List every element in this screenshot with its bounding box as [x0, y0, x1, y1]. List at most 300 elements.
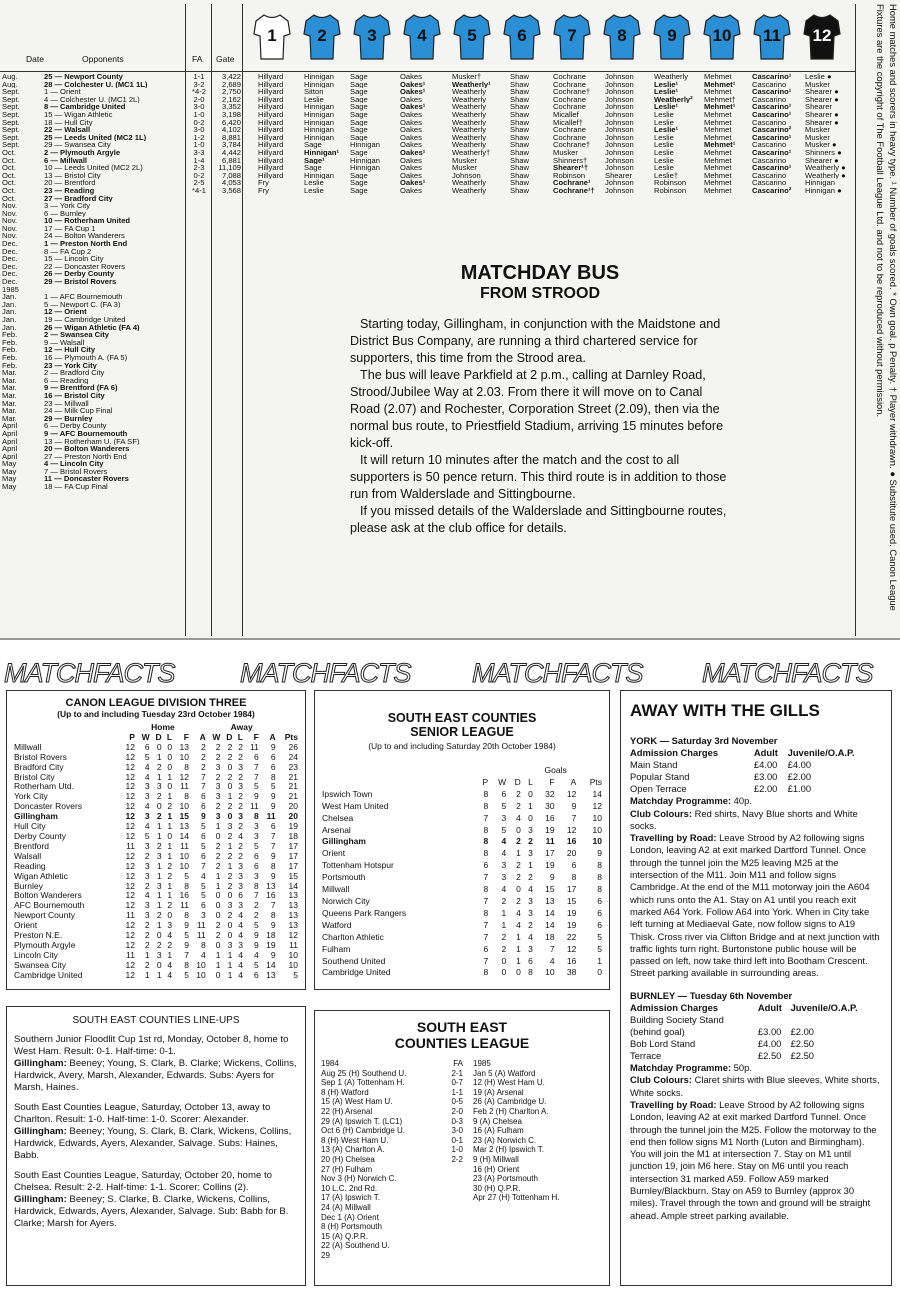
table-cell: 12 [125, 751, 135, 762]
player-name: Weatherly ● [805, 171, 846, 180]
table-cell: 2 [227, 870, 233, 881]
lineup-intro: South East Counties League, Saturday, October 20, home to Chelsea. Result: 2-2. Half-time: 1-1. Scorer: Collins (2). [14, 1170, 272, 1193]
admission-label: Admission Charges [630, 1002, 719, 1014]
table-cell: 4 [238, 959, 243, 970]
table-cell: 3 [238, 761, 243, 772]
table-row [321, 813, 603, 825]
lineups-content [14, 1034, 298, 1230]
fixture-date: Sept. [2, 95, 20, 104]
table-cell: 3 [528, 848, 533, 859]
player-name: Shearer ● [805, 88, 839, 96]
table-row [13, 872, 299, 882]
secl-fixture: 0-7 [451, 1078, 463, 1088]
table-cell: 5 [144, 830, 150, 841]
shirt-number: 3 [367, 26, 377, 45]
player-name: Shaw [510, 141, 529, 149]
player-name: Shearer ● [805, 118, 839, 127]
table-cell: 3 [227, 900, 233, 911]
opponents-column [44, 73, 184, 491]
shirt-number: 7 [567, 26, 577, 45]
player-column [605, 73, 634, 195]
fixture-date: Feb. [2, 331, 18, 339]
table-row [321, 967, 603, 979]
table-cell: 1 [227, 840, 233, 851]
table-cell: 11 [289, 939, 298, 950]
player-name: Mehmet¹ [704, 103, 736, 111]
table-cell: 4 [144, 761, 150, 772]
player-column [304, 73, 339, 195]
lineup-team: Gillingham: [14, 1058, 67, 1069]
secl-fixture [439, 1184, 463, 1194]
york-section [630, 735, 882, 980]
table-cell: 6 [270, 751, 276, 762]
secl-title: SOUTH EAST [416, 1019, 508, 1035]
player-name: Johnson [605, 73, 634, 81]
fixture-date: Oct. [2, 148, 16, 157]
table-cell: 0 [501, 967, 507, 978]
secl-fixture: 3-0 [451, 1126, 463, 1136]
table-cell: 8 [184, 791, 189, 802]
table-cell: 6 [528, 955, 533, 966]
fixture-opponent: 11 — Doncaster Rovers [44, 475, 129, 484]
table-cell: 11 [126, 949, 135, 960]
table-cell: 4 [238, 949, 243, 960]
table-cell: 18 [545, 931, 555, 942]
fixture-score: 0-2 [193, 171, 205, 180]
player-name: Hillyard [258, 103, 284, 111]
price-cell: £3.00 [757, 1026, 782, 1038]
fixture-date: April [2, 437, 18, 446]
table-cell: 11 [180, 900, 189, 911]
table-cell: 24 [288, 751, 298, 762]
fixture-date: Dec. [2, 262, 18, 271]
team-name: Cambridge United [322, 967, 391, 978]
fixture-date: Jan. [2, 300, 17, 309]
secl-fixture: 2-1 [451, 1068, 463, 1078]
table-cell: 26 [288, 741, 298, 752]
player-name: Hinnigan [304, 73, 334, 81]
secl-fixture: 29 (A) Ipswich T. (LC1) [321, 1116, 403, 1126]
player-name: Leslie [654, 164, 674, 172]
table-cell: 11 [545, 836, 555, 847]
table-cell: 8 [483, 907, 489, 918]
player-name: Shaw [510, 133, 529, 142]
player-name: Musker [805, 80, 830, 89]
player-name: Shearer ● [805, 95, 839, 104]
fixture-date: Sept. [2, 126, 20, 134]
player-name: Cascarino [752, 95, 787, 104]
secl-fixture: 8 (H) Portsmouth [321, 1222, 382, 1232]
fixture-gate: 3,352 [221, 103, 241, 111]
table-cell: 6 [483, 860, 489, 871]
player-name: Johnson [605, 110, 634, 119]
player-name: Micallef† [553, 118, 583, 127]
table-row [321, 896, 603, 908]
column-header: F [549, 776, 555, 787]
table-row [321, 848, 603, 860]
table-cell: 1 [227, 949, 233, 960]
player-name: Oakes [400, 171, 422, 180]
fixture-date: Dec. [2, 240, 18, 248]
table-cell: 9 [270, 850, 276, 861]
column-header: L [237, 731, 243, 742]
table-cell: 1 [215, 880, 221, 891]
price-row [630, 1038, 882, 1050]
secl-fixture: 15 (A) West Ham U. [321, 1097, 393, 1107]
player-name: Leslie [304, 179, 324, 187]
table-cell: 3 [215, 811, 221, 822]
player-name: Weatherly† [452, 148, 491, 157]
fixture-gate: 6,881 [221, 156, 241, 165]
player-name: Johnson [605, 126, 634, 134]
division-three-title: CANON LEAGUE DIVISION THREE [65, 697, 247, 709]
table-cell: 14 [545, 907, 555, 918]
home-group-header: Home [151, 722, 175, 732]
player-name: Johnson [605, 164, 634, 172]
table-cell: 10 [179, 850, 189, 861]
fixture-date: Jan. [2, 293, 17, 301]
table-cell: 0 [516, 824, 521, 835]
table-cell: 7 [270, 840, 276, 851]
fixture-date: Oct. [2, 156, 16, 165]
table-cell: 17 [545, 848, 555, 859]
table-cell: 4 [238, 830, 243, 841]
table-cell: 3 [238, 811, 243, 822]
team-name: Hull City [14, 821, 46, 832]
fixture-date: Feb. [2, 346, 18, 354]
table-cell: 7 [254, 890, 259, 901]
player-name: Cascarino¹ [752, 110, 792, 119]
table-cell: 7 [571, 812, 577, 823]
table-cell: 1 [156, 771, 162, 782]
away-title: AWAY WITH THE GILLS [630, 701, 820, 720]
table-cell: 9 [270, 791, 276, 802]
burnley-heading: BURNLEY — Tuesday 6th November [630, 989, 793, 1001]
table-cell: 1 [501, 919, 507, 930]
fixture-gate: 4,102 [221, 126, 241, 134]
fixture-date: April [2, 452, 18, 461]
player-name: Cascarino¹ [752, 88, 792, 96]
table-cell: 19 [566, 907, 577, 918]
away-group-header: Away [230, 722, 253, 732]
table-cell: 3 [528, 943, 533, 954]
table-cell: 2 [144, 850, 150, 861]
player-name: Oakes [400, 110, 422, 119]
table-cell: 12 [125, 741, 135, 752]
table-cell: 12 [125, 821, 135, 832]
fixture-date: May [2, 483, 17, 491]
shirt-number-10-icon [702, 12, 742, 62]
admission-label: Admission Charges [630, 747, 719, 759]
table-cell: 13 [545, 895, 555, 906]
player-name: Shaw [510, 148, 529, 157]
fixture-score: 3-2 [193, 80, 205, 89]
table-cell: 1 [516, 943, 521, 954]
table-row [321, 789, 603, 801]
table-cell: 12 [125, 850, 135, 861]
player-name: Johnson [605, 118, 634, 127]
price-cell: Main Stand [630, 759, 678, 771]
table-cell: 2 [254, 900, 259, 911]
secl-fixture: 1-0 [451, 1145, 463, 1155]
player-name: Hillyard [258, 126, 284, 134]
fixture-opponent: 2 — Plymouth Argyle [44, 148, 121, 157]
column-header: P [129, 731, 135, 742]
table-cell: 5 [201, 880, 206, 891]
table-cell: 13 [288, 890, 298, 901]
secl-fixture: 12 (H) West Ham U. [473, 1078, 545, 1088]
table-cell: 1 [156, 870, 162, 881]
table-cell: 15 [566, 895, 577, 906]
table-cell: 7 [184, 949, 189, 960]
fixture-date: Sept. [2, 118, 20, 127]
table-cell: 7 [483, 872, 489, 883]
table-cell: 12 [125, 930, 135, 941]
table-cell: 8 [483, 967, 489, 978]
table-cell: 2 [227, 850, 233, 861]
team-name: Lincoln City [14, 949, 58, 960]
table-cell: 3 [156, 880, 162, 891]
fixture-date: Sept. [2, 133, 20, 142]
team-name: Newport County [14, 910, 75, 921]
table-cell: 4 [238, 920, 243, 931]
player-name: Sage [304, 141, 322, 149]
player-name: Oakes [400, 118, 422, 127]
table-cell: 12 [179, 771, 189, 782]
table-cell: 2 [227, 880, 233, 891]
burnley-prices [630, 1002, 882, 1062]
column-header: A [269, 731, 276, 742]
table-cell: 9 [254, 939, 259, 950]
lineup-intro: Southern Junior Floodlit Cup 1st rd, Monday, October 8, home to West Ham. Result: 0-1. Half-time: 0-1. [14, 1034, 289, 1057]
secl-fixture: 16 (A) Fulham [473, 1126, 524, 1136]
player-name: Hillyard [258, 148, 284, 157]
fixture-score: 2-5 [193, 179, 205, 187]
table-cell: 11 [196, 930, 206, 941]
table-cell: 2 [156, 761, 162, 772]
fixture-date: Sept. [2, 110, 20, 119]
column-header: F [253, 731, 259, 742]
shirt-number-5-icon [452, 12, 492, 62]
table-cell: 2 [227, 801, 233, 812]
player-name: Sage [350, 103, 368, 111]
player-name: Mehmet [704, 171, 732, 180]
table-cell: 1 [156, 969, 162, 980]
player-name: Mehmet [704, 186, 732, 195]
secl-fixture: 16 (H) Orient [473, 1164, 520, 1174]
player-name: Hillyard [258, 133, 284, 142]
table-cell: 5 [597, 931, 602, 942]
table-cell: 22 [566, 931, 577, 942]
table-cell: 5 [270, 781, 276, 792]
team-name: Brentford [14, 840, 49, 851]
legend-note [855, 4, 900, 636]
table-cell: 1 [227, 860, 233, 871]
table-cell: 14 [545, 919, 555, 930]
team-name: Charlton Athletic [322, 931, 384, 942]
table-cell: 12 [125, 890, 135, 901]
fixture-score: 2-0 [193, 95, 205, 104]
table-cell: 16 [545, 812, 555, 823]
table-cell: 6 [571, 860, 577, 871]
year-1985: 1985 [473, 1059, 491, 1068]
player-name: Cochrane† [553, 88, 591, 96]
player-name: Hillyard [258, 164, 284, 172]
lineups-title: SOUTH EAST COUNTIES LINE-UPS [72, 1015, 240, 1026]
table-cell: 12 [125, 880, 135, 891]
table-cell: 6 [201, 830, 206, 841]
table-cell: 8 [528, 967, 533, 978]
fixture-score: *4-2 [192, 88, 206, 96]
player-name: Johnson [605, 141, 634, 149]
table-cell: 4 [528, 931, 533, 942]
fixture-date: Sept. [2, 141, 20, 149]
player-name: Cascarino² [752, 186, 792, 195]
fixture-opponent: 10 — Rotherham United [44, 217, 131, 225]
price-cell: Terrace [630, 1050, 662, 1062]
player-name: Leslie¹ [654, 103, 679, 111]
player-name: Hinnigan [350, 164, 380, 172]
table-cell: 12 [125, 830, 135, 841]
column-header: A [570, 776, 577, 787]
fixture-date: Sept. [2, 88, 20, 96]
table-cell: 1 [144, 969, 150, 980]
team-name: West Ham United [322, 800, 389, 811]
table-cell: 10 [592, 812, 602, 823]
player-name: Fry [258, 186, 269, 195]
fixture-date: Mar. [2, 384, 17, 392]
table-cell: 0 [167, 741, 173, 752]
road-text: Leave Strood by A2 following signs London, leaving A2 at exit marked Dartford Tunnel. Once through the tunnel join the M25. Follow the motorway to the end then follow signs M1 North (Luton and Birmingham). You will join the M1 at intersection 7. Stay on M1 until junction 19, join M6 here. Stay on M6 until you reach intersection 31 marked A59. Follow A59 marked Burnley/Blackburn. Stay on A59 to Burnley (approx 30 miles). Travel through the town and ground will be straight ahead. Ample street parking available. [630, 1098, 877, 1221]
table-cell: 1 [501, 907, 507, 918]
price-cell: Open Terrace [630, 783, 687, 795]
player-name: Hinnigan [304, 133, 334, 142]
player-name: Mehmet [704, 156, 732, 165]
colours-text: Red shirts, Navy Blue shorts and White socks. [630, 807, 858, 831]
player-name: Cochrane [553, 73, 586, 81]
secl-fixture: 30 (H) Q.P.R. [473, 1183, 521, 1193]
team-name: Bolton Wanderers [14, 890, 82, 901]
player-column [704, 73, 736, 195]
table-cell: 38 [566, 967, 577, 978]
fixture-gate: 7,088 [221, 171, 241, 180]
fixture-opponent: 26 — Derby County [44, 270, 115, 279]
player-name: Oakes [400, 141, 422, 149]
fixture-date: Oct. [2, 194, 16, 203]
table-cell: 2 [156, 791, 162, 802]
table-row [321, 908, 603, 920]
table-cell: 5 [184, 870, 189, 881]
table-cell: 3 [144, 900, 150, 911]
price-cell: £3.00 [753, 771, 778, 783]
division-three-subtitle: (Up to and including Tuesday 23rd October 1984) [57, 709, 255, 719]
secl-fixture: 1-1 [451, 1087, 463, 1097]
price-cell: £4.00 [757, 1038, 782, 1050]
table-cell: 3 [501, 812, 507, 823]
table-cell: 3 [528, 907, 533, 918]
player-name: Sage [350, 88, 368, 96]
fixture-opponent: 6 — Reading [44, 376, 89, 385]
fixture-gate: 2,162 [221, 95, 241, 104]
secl-fixture: 8 (H) West Ham U. [321, 1135, 389, 1145]
shirt-number: 11 [763, 26, 781, 45]
secl-fixture: 15 (A) Q.P.R. [321, 1231, 368, 1241]
table-cell: 2 [144, 920, 150, 931]
table-cell: 6 [483, 943, 489, 954]
fixture-date: Feb. [2, 353, 18, 362]
table-cell: 11 [126, 840, 135, 851]
programme-price: 50p. [731, 1062, 752, 1074]
fixture-opponent: 19 — Cambridge United [44, 316, 126, 324]
programme-label: Matchday Programme: [630, 1062, 732, 1074]
player-name: Shaw [510, 156, 529, 165]
road-label: Travelling by Road: [630, 1098, 717, 1110]
table-cell: 12 [592, 800, 602, 811]
table-cell: 14 [266, 959, 276, 970]
player-name: Oakes¹ [400, 80, 426, 89]
table-cell: 12 [125, 801, 135, 812]
fixture-date: Oct. [2, 186, 16, 195]
fixture-date: May [2, 460, 17, 468]
table-cell: 2 [167, 870, 173, 881]
player-name: Musker [452, 164, 477, 172]
team-name: York City [14, 791, 48, 802]
table-cell: 3 [144, 860, 150, 871]
shirt-number-1-icon [252, 12, 292, 62]
table-cell: 1 [215, 870, 221, 881]
player-name: Shearer [605, 171, 633, 180]
table-cell: 8 [201, 939, 206, 950]
player-name: Shaw [510, 164, 529, 172]
table-cell: 4 [144, 771, 150, 782]
team-name: Norwich City [322, 895, 370, 906]
away-with-the-gills-box [620, 690, 892, 1286]
fixture-opponent: 16 — Bristol City [44, 391, 105, 400]
secl-fixture: Jan 5 (A) Watford [473, 1068, 536, 1078]
team-name: Reading [14, 860, 46, 871]
team-name: Wigan Athletic [14, 870, 68, 881]
player-name: Mehmet [704, 110, 732, 119]
table-cell: 15 [179, 811, 189, 822]
player-name: Sage¹ [304, 156, 325, 165]
table-cell: 23 [288, 761, 298, 772]
shirt-number-12-icon [802, 12, 842, 62]
table-cell: 2 [144, 880, 150, 891]
shirt-number-2-icon [302, 12, 342, 62]
table-cell: 5 [144, 751, 150, 762]
goals-header: Goals [544, 765, 567, 775]
secl-fixture: Nov 3 (H) Norwich C. [321, 1174, 397, 1184]
table-cell: 11 [196, 920, 206, 931]
player-column [350, 73, 380, 195]
fixture-date: Nov. [2, 224, 18, 233]
secl-fixture: 17 (A) Ipswich T. [321, 1193, 380, 1203]
table-cell: 1 [215, 959, 221, 970]
table-cell: 3 [144, 840, 150, 851]
column-header: W [498, 776, 507, 787]
fixture-date: Oct. [2, 164, 16, 172]
table-cell: 11 [249, 741, 259, 752]
secl-fixture [439, 1232, 463, 1242]
player-name: Sage [350, 118, 368, 127]
player-name: Cascarino¹ [752, 73, 792, 81]
table-cell: 3 [144, 870, 150, 881]
price-row [630, 783, 882, 795]
player-name: Shearer ● [805, 156, 839, 165]
table-cell: 12 [125, 860, 135, 871]
table-cell: 3 [144, 811, 150, 822]
player-name: Micallef [553, 110, 579, 119]
